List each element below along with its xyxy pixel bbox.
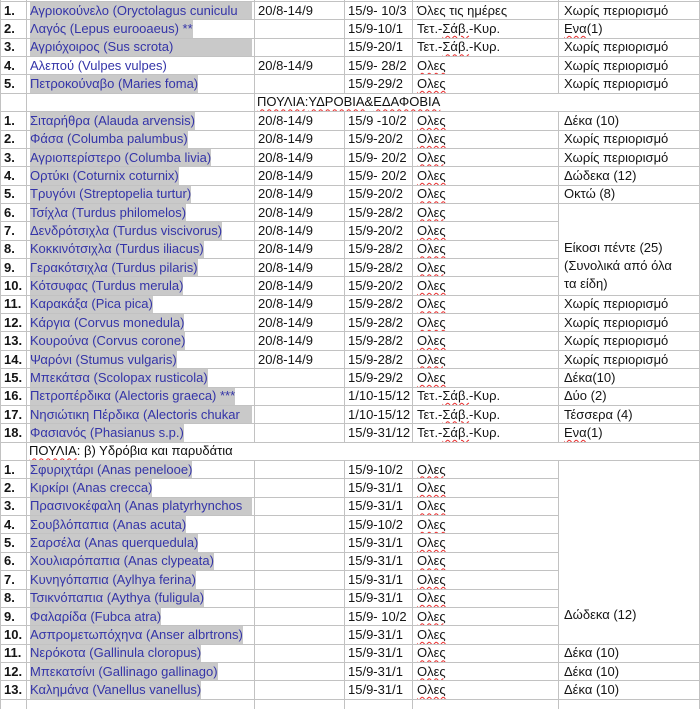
bottom-partial-cell [345,700,413,709]
period2-cell: 15/9-28/2 [345,314,413,332]
species-name: Σαρσέλα (Anas querquedula) [30,535,199,551]
period2-cell: 15/9-31/1 [345,663,413,681]
row-number-cell [0,94,27,112]
period1-cell [255,406,345,424]
limit-cell: Δέκα(10) [559,369,700,387]
days-cell: Τετ.- Σάβ. -Κυρ. [413,39,559,57]
species-name: Τσικνόπαπια (Aythya (fuligula) [30,590,205,606]
species-name: Τρυγόνι (Streptopelia turtur) [30,186,192,202]
species-name: Πετροπέρδικα (Alectoris graeca) *** [30,388,236,404]
limit-cell: Οκτώ (8) [559,186,700,204]
spellcheck-squiggle: Ολες [417,112,446,128]
bottom-partial-cell [559,700,700,709]
period2-cell: 15/9-10/2 [345,461,413,479]
days-cell [413,534,559,552]
species-name: Πρασινοκέφαλη (Anas platyrhynchos [30,498,252,516]
spellcheck-squiggle: Ολες [417,351,446,367]
days-cell: Τετ.- Σάβ. -Κυρ. [413,406,559,424]
row-number-cell: 4. [0,167,27,185]
species-cell [27,626,255,644]
row-number-cell: 1. [0,461,27,479]
period1-cell [255,498,345,516]
days-cell [413,626,559,644]
spellcheck-squiggle: Σάβ. [442,21,470,37]
bottom-partial-cell [255,700,345,709]
row-number-cell: 14. [0,351,27,369]
spellcheck-squiggle: Σάβ. [442,424,470,440]
days-cell [413,314,559,332]
limit-cell: Δέκα (10) [559,112,700,130]
spellcheck-squiggle: Ολες [417,553,446,569]
section-header-cell: ΠΟΥΛΙΑ : β) Υδρόβια και παρυδάτια [27,443,700,461]
species-name: Πετροκούναβο (Maries foma) [30,76,199,92]
period2-cell: 15/9-31/1 [345,681,413,699]
species-name: Κάργια (Corvus monedula) [30,314,185,330]
row-number-cell: 5. [0,186,27,204]
limit-cell: Χωρίς περιορισμό [559,314,700,332]
species-cell [27,406,255,424]
species-name: Αλεπού (Vulpes vulpes) [30,57,167,73]
days-cell [413,553,559,571]
row-number-cell: 10. [0,626,27,644]
period2-cell: 15/9 -10/2 [345,112,413,130]
period2-cell: 15/9-29/2 [345,369,413,387]
species-cell [27,663,255,681]
period2-cell: 15/9-29/2 [345,75,413,93]
species-cell [27,277,255,295]
species-cell [27,259,255,277]
species-name: Κοκκινότσιχλα (Turdus iliacus) [30,241,204,257]
row-number-cell: 1. [0,112,27,130]
limit-cell: Χωρίς περιορισμό [559,332,700,350]
species-name: Αγριοπερίστερο (Columba livia) [30,149,212,165]
row-number-cell: 6. [0,204,27,222]
row-number-cell: 10. [0,277,27,295]
period1-cell [255,645,345,663]
spellcheck-squiggle: Ολες [417,259,446,275]
period1-cell [255,516,345,534]
spellcheck-squiggle: Ολες [417,571,446,587]
period1-cell [255,534,345,552]
limit-cell: Χωρίς περιορισμό [559,2,700,20]
period1-cell: 20/8-14/9 [255,277,345,295]
period1-cell: 20/8-14/9 [255,131,345,149]
row-number-cell: 4. [0,57,27,75]
row-number-cell: 17. [0,406,27,424]
spellcheck-squiggle: Σάβ. [442,388,470,404]
days-cell [413,663,559,681]
spellcheck-squiggle: Σάβ. [442,39,470,55]
row-number-cell: 3. [0,39,27,57]
days-cell [413,277,559,295]
period2-cell: 15/9- 20/2 [345,167,413,185]
period2-cell: 15/9-31/1 [345,645,413,663]
species-cell [27,424,255,442]
row-number-cell: 6. [0,553,27,571]
species-cell [27,388,255,406]
spellcheck-squiggle: Ολες [417,278,446,294]
species-cell [27,461,255,479]
spellcheck-squiggle: Ολες [417,626,446,642]
spellcheck-squiggle: Ενα [564,424,587,440]
days-cell: Τετ.- Σάβ. -Κυρ. [413,424,559,442]
period2-cell: 1/10-15/12 [345,388,413,406]
species-name: Κιρκίρι (Anas crecca) [30,480,153,496]
days-cell [413,186,559,204]
row-number-cell: 12. [0,663,27,681]
species-cell [27,222,255,240]
period1-cell [255,369,345,387]
days-cell [413,112,559,130]
period2-cell: 15/9-28/2 [345,204,413,222]
days-cell [413,351,559,369]
bottom-partial-cell [27,700,255,709]
period2-cell: 15/9-20/2 [345,186,413,204]
spellcheck-squiggle: Ολες [417,131,446,147]
spellcheck-squiggle: Ολες [417,498,446,514]
species-cell [27,94,255,112]
spellcheck-squiggle: Ολες [417,314,446,330]
limit-cell: Δέκα (10) [559,681,700,699]
limit-cell: Δέκα (10) [559,663,700,681]
period2-cell: 15/9-20/1 [345,39,413,57]
days-cell [413,222,559,240]
limit-cell: Δέκα (10) [559,645,700,663]
species-cell [27,681,255,699]
limit-cell: Δώδεκα (12) [559,167,700,185]
species-name: Αγριόχοιρος (Sus scrota) [30,39,252,57]
days-cell [413,681,559,699]
spellcheck-squiggle: ΥΔΡΟΒΙΑ [308,94,365,110]
period2-cell: 15/9- 20/2 [345,149,413,167]
species-name: Ασπρομετωπόχηνα (Anser albrtrons) [30,626,243,642]
species-cell [27,186,255,204]
row-number-cell: 7. [0,222,27,240]
period1-cell: 20/8-14/9 [255,2,345,20]
species-name: Σφυριχτάρι (Anas penelooe) [30,461,193,477]
bottom-partial-cell [413,700,559,709]
species-name: Φάσα (Columba palumbus) [30,131,188,147]
species-cell [27,553,255,571]
row-number-cell [0,443,27,461]
period1-cell: 20/8-14/9 [255,57,345,75]
period1-cell [255,20,345,38]
period2-cell: 15/9- 10/2 [345,608,413,626]
period2-cell: 15/9-31/1 [345,498,413,516]
period1-cell: 20/8-14/9 [255,259,345,277]
period1-cell [255,571,345,589]
row-number-cell: 9. [0,608,27,626]
species-cell [27,369,255,387]
days-cell [413,75,559,93]
species-name: Λαγός (Lepus eurooaeus) ** [30,21,193,37]
limit-cell: Χωρίς περιορισμό [559,131,700,149]
row-number-cell: 2. [0,479,27,497]
row-number-cell: 5. [0,75,27,93]
days-cell [413,590,559,608]
species-cell [27,498,255,516]
limit-cell: Δύο (2) [559,388,700,406]
limit-cell: Χωρίς περιορισμό [559,75,700,93]
period2-cell: 15/9-20/2 [345,222,413,240]
days-cell [413,149,559,167]
period1-cell [255,388,345,406]
species-cell [27,75,255,93]
row-number-cell: 8. [0,241,27,259]
days-cell [413,167,559,185]
days-cell: Τετ.- Σάβ. -Κυρ. [413,388,559,406]
spellcheck-squiggle: Ολες [417,333,446,349]
species-cell [27,39,255,57]
species-name: Σιταρήθρα (Alauda arvensis) [30,112,195,128]
period2-cell: 15/9-31/1 [345,626,413,644]
species-cell [27,167,255,185]
days-cell [413,204,559,222]
species-name: Τσίχλα (Turdus philomelos) [30,204,187,220]
species-name: Κουρούνα (Corvus corone) [30,333,186,349]
row-number-cell: 3. [0,498,27,516]
species-cell [27,296,255,314]
limit-cell: Χωρίς περιορισμό [559,296,700,314]
spellcheck-squiggle: Σάβ. [442,406,470,422]
period1-cell [255,681,345,699]
days-cell [413,259,559,277]
limit-cell: Τέσσερα (4) [559,406,700,424]
species-name: Νησιώτικη Πέρδικα (Alectoris chukar [30,406,252,424]
days-cell [413,296,559,314]
spellcheck-squiggle: ΕΔΑΦΟΒΙΑ [373,94,441,110]
period1-cell: 20/8-14/9 [255,351,345,369]
period2-cell: 15/9-28/2 [345,351,413,369]
period2-cell: 15/9-31/1 [345,571,413,589]
spellcheck-squiggle: Ολες [417,535,446,551]
species-cell [27,590,255,608]
spellcheck-squiggle: ΠΟΥΛΙΑ [257,94,305,110]
period2-cell: 15/9-31/1 [345,479,413,497]
period2-cell: 1/10-15/12 [345,406,413,424]
days-cell: Τετ.- Σάβ. -Κυρ. [413,20,559,38]
spellcheck-squiggle: Ολες [417,645,446,661]
spellcheck-squiggle: Ολες [417,480,446,496]
period1-cell: 20/8-14/9 [255,332,345,350]
days-cell [413,57,559,75]
species-cell [27,241,255,259]
row-number-cell: 5. [0,534,27,552]
spellcheck-squiggle: Ολες [417,369,446,385]
period1-cell: 20/8-14/9 [255,296,345,314]
limit-cell: Δώδεκα (12) [559,461,700,645]
period1-cell: 20/8-14/9 [255,222,345,240]
spellcheck-squiggle: Ολες [417,590,446,606]
spellcheck-squiggle: Ολες [417,241,446,257]
period1-cell: 20/8-14/9 [255,241,345,259]
period2-cell: 15/9-31/12 [345,424,413,442]
row-number-cell: 3. [0,149,27,167]
period1-cell [255,608,345,626]
species-cell [27,608,255,626]
species-name: Ορτύκι (Coturnix coturnix) [30,167,179,183]
period2-cell: 15/9-10/1 [345,20,413,38]
row-number-cell: 15. [0,369,27,387]
spellcheck-squiggle: ΠΟΥΛΙΑ [29,443,77,459]
species-cell [27,534,255,552]
period2-cell: 15/9-10/2 [345,516,413,534]
period2-cell: 15/9-20/2 [345,277,413,295]
period1-cell [255,39,345,57]
species-cell [27,2,255,20]
species-cell [27,332,255,350]
period2-cell: 15/9-31/1 [345,534,413,552]
spellcheck-squiggle: Ολες [417,516,446,532]
row-number-cell: 9. [0,259,27,277]
days-cell [413,332,559,350]
period1-cell [255,663,345,681]
period1-cell: 20/8-14/9 [255,314,345,332]
period2-cell: 15/9-28/2 [345,332,413,350]
species-name: Κυνηγόπαπια (Aylhya ferina) [30,571,196,587]
days-cell [413,571,559,589]
species-cell [27,149,255,167]
spellcheck-squiggle: Ολες [417,663,446,679]
row-number-cell: 2. [0,131,27,149]
spellcheck-squiggle: Ολες [417,608,446,624]
species-cell [27,351,255,369]
spellcheck-squiggle: Ολες [417,167,446,183]
period1-cell: 20/8-14/9 [255,204,345,222]
period1-cell [255,75,345,93]
species-name: Φασιανός (Phasianus s.p.) [30,424,184,440]
period1-cell [255,590,345,608]
species-cell [27,20,255,38]
species-cell [27,314,255,332]
species-cell [27,516,255,534]
period1-cell: 20/8-14/9 [255,149,345,167]
species-name: Γερακότσιχλα (Turdus pilaris) [30,259,198,275]
limit-cell: Ενα (1) [559,20,700,38]
spellcheck-squiggle: Ολες [417,186,446,202]
days-cell: Όλες τις ημέρες [413,2,559,20]
period1-cell [255,461,345,479]
bottom-partial-cell [0,700,27,709]
period1-cell: 20/8-14/9 [255,112,345,130]
period2-cell: 15/9-28/2 [345,259,413,277]
section-header-cell: ΠΟΥΛΙΑ : ΥΔΡΟΒΙΑ & ΕΔΑΦΟΒΙΑ [255,94,700,112]
days-cell [413,645,559,663]
days-cell [413,241,559,259]
days-cell [413,369,559,387]
row-number-cell: 13. [0,681,27,699]
period2-cell: 15/9- 28/2 [345,57,413,75]
row-number-cell: 11. [0,645,27,663]
spellcheck-squiggle: Ολες [417,76,446,92]
row-number-cell: 16. [0,388,27,406]
period1-cell: 20/8-14/9 [255,167,345,185]
period1-cell: 20/8-14/9 [255,186,345,204]
period1-cell [255,424,345,442]
species-name: Φαλαρίδα (Fubca atra) [30,608,162,624]
period1-cell [255,626,345,644]
row-number-cell: 7. [0,571,27,589]
species-name: Καλημάνα (Vanellus vanellus) [30,681,202,697]
period2-cell: 15/9-31/1 [345,590,413,608]
period1-cell [255,479,345,497]
limit-cell: Χωρίς περιορισμό [559,57,700,75]
days-cell [413,461,559,479]
row-number-cell: 13. [0,332,27,350]
spellcheck-squiggle: Ολες [417,681,446,697]
limit-cell: Ενα (1) [559,424,700,442]
row-number-cell: 8. [0,590,27,608]
period2-cell: 15/9-20/2 [345,131,413,149]
species-name: Χουλιαρόπαπια (Anas clypeata) [30,553,214,569]
species-name: Ψαρόνι (Stumus vulgaris) [30,351,177,367]
spellcheck-squiggle: Ολες [417,461,446,477]
species-cell [27,131,255,149]
period2-cell: 15/9-28/2 [345,241,413,259]
species-name: Καρακάξα (Pica pica) [30,296,153,312]
species-cell [27,204,255,222]
species-name: Αγριοκούνελο (Oryctolagus cuniculu [30,2,252,20]
species-cell [27,571,255,589]
species-cell [27,479,255,497]
row-number-cell: 18. [0,424,27,442]
row-number-cell: 1. [0,2,27,20]
species-name: Μπεκάτσα (Scolopax rusticola) [30,369,208,385]
spellcheck-squiggle: Ολες [417,296,446,312]
spellcheck-squiggle: Ενα [564,21,587,37]
limit-cell: Χωρίς περιορισμό [559,39,700,57]
period2-cell: 15/9-31/1 [345,553,413,571]
species-name: Μπεκατσίνι (Gallinago gallinago) [30,663,218,679]
row-number-cell: 11. [0,296,27,314]
spellcheck-squiggle: Ολες [417,223,446,238]
row-number-cell: 12. [0,314,27,332]
species-cell [27,57,255,75]
limit-cell: Χωρίς περιορισμό [559,351,700,369]
species-name: Δενδρότσιχλα (Turdus viscivorus) [30,223,223,238]
row-number-cell: 2. [0,20,27,38]
days-cell [413,608,559,626]
period2-cell: 15/9- 10/3 [345,2,413,20]
days-cell [413,498,559,516]
days-cell [413,516,559,534]
spellcheck-squiggle: Ολες [417,149,446,165]
limit-cell: Χωρίς περιορισμό [559,149,700,167]
species-name: Κότσυφας (Turdus merula) [30,278,184,294]
days-cell [413,479,559,497]
limit-cell: Είκοσι πέντε (25) (Συνολικά από όλα τα είδη) [559,204,700,296]
species-name: Νερόκοτα (Gallinula cloropus) [30,645,202,661]
spellcheck-squiggle: Ολες [417,204,446,220]
species-cell [27,112,255,130]
spellcheck-squiggle: Ολες [417,57,446,73]
days-cell [413,131,559,149]
species-cell [27,645,255,663]
period2-cell: 15/9-28/2 [345,296,413,314]
period1-cell [255,553,345,571]
row-number-cell: 4. [0,516,27,534]
species-name: Σουβλόπαπια (Anas acuta) [30,516,187,532]
